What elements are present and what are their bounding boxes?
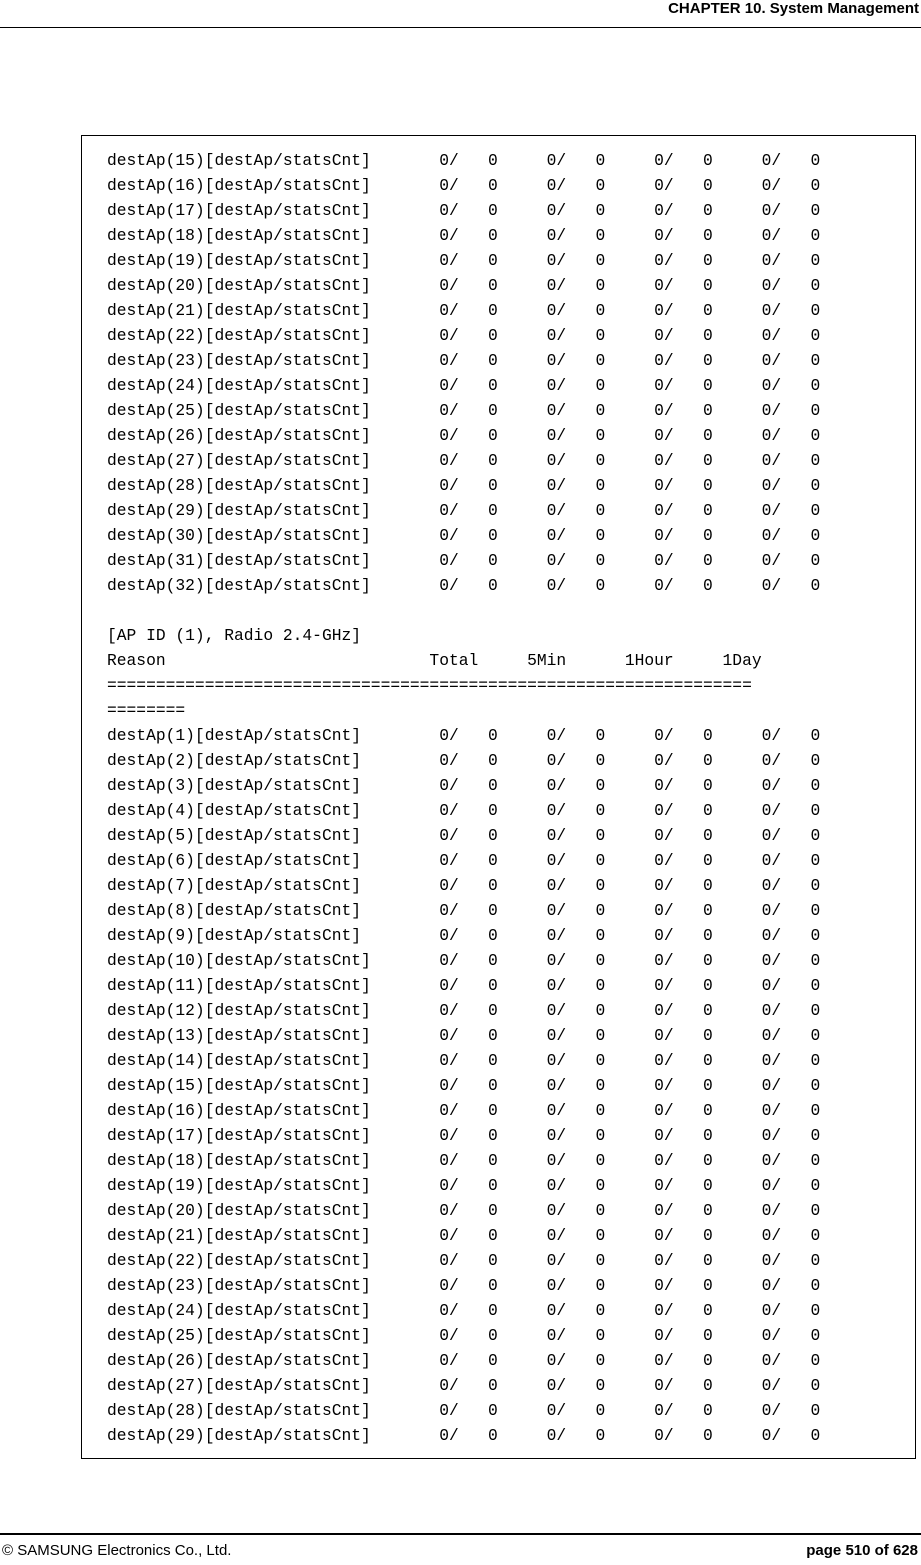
code-line: destAp(16)[destAp/statsCnt] 0/ 0 0/ 0 0/ 0 0/ 0 [107,1101,821,1120]
code-line: destAp(22)[destAp/statsCnt] 0/ 0 0/ 0 0/ 0 0/ 0 [107,1251,821,1270]
code-line: destAp(20)[destAp/statsCnt] 0/ 0 0/ 0 0/ 0 0/ 0 [107,1201,821,1220]
code-line: destAp(19)[destAp/statsCnt] 0/ 0 0/ 0 0/ 0 0/ 0 [107,1176,821,1195]
code-line: destAp(17)[destAp/statsCnt] 0/ 0 0/ 0 0/ 0 0/ 0 [107,1126,821,1145]
code-line: destAp(28)[destAp/statsCnt] 0/ 0 0/ 0 0/ 0 0/ 0 [107,1401,821,1420]
code-line: [AP ID (1), Radio 2.4-GHz] [107,626,362,645]
code-line: destAp(26)[destAp/statsCnt] 0/ 0 0/ 0 0/ 0 0/ 0 [107,1351,821,1370]
code-line: ================================================================== [107,676,752,695]
code-line: destAp(12)[destAp/statsCnt] 0/ 0 0/ 0 0/ 0 0/ 0 [107,1001,821,1020]
code-line: destAp(21)[destAp/statsCnt] 0/ 0 0/ 0 0/ 0 0/ 0 [107,301,821,320]
code-line: destAp(27)[destAp/statsCnt] 0/ 0 0/ 0 0/ 0 0/ 0 [107,451,821,470]
code-line: destAp(31)[destAp/statsCnt] 0/ 0 0/ 0 0/ 0 0/ 0 [107,551,821,570]
code-line: destAp(25)[destAp/statsCnt] 0/ 0 0/ 0 0/ 0 0/ 0 [107,401,821,420]
code-line: destAp(22)[destAp/statsCnt] 0/ 0 0/ 0 0/ 0 0/ 0 [107,326,821,345]
code-line: destAp(26)[destAp/statsCnt] 0/ 0 0/ 0 0/ 0 0/ 0 [107,426,821,445]
chapter-header: CHAPTER 10. System Management [668,0,919,17]
code-line: destAp(20)[destAp/statsCnt] 0/ 0 0/ 0 0/ 0 0/ 0 [107,276,821,295]
footer-divider [0,1533,921,1535]
code-line: ======== [107,701,186,720]
code-line: destAp(5)[destAp/statsCnt] 0/ 0 0/ 0 0/ 0 0/ 0 [107,826,821,845]
code-line: destAp(30)[destAp/statsCnt] 0/ 0 0/ 0 0/ 0 0/ 0 [107,526,821,545]
code-line: destAp(25)[destAp/statsCnt] 0/ 0 0/ 0 0/ 0 0/ 0 [107,1326,821,1345]
code-line: destAp(17)[destAp/statsCnt] 0/ 0 0/ 0 0/ 0 0/ 0 [107,201,821,220]
code-line: destAp(32)[destAp/statsCnt] 0/ 0 0/ 0 0/ 0 0/ 0 [107,576,821,595]
code-line: destAp(13)[destAp/statsCnt] 0/ 0 0/ 0 0/ 0 0/ 0 [107,1026,821,1045]
code-line: destAp(4)[destAp/statsCnt] 0/ 0 0/ 0 0/ 0 0/ 0 [107,801,821,820]
code-line: destAp(9)[destAp/statsCnt] 0/ 0 0/ 0 0/ 0 0/ 0 [107,926,821,945]
footer-copyright: © SAMSUNG Electronics Co., Ltd. [2,1542,232,1559]
code-line: destAp(3)[destAp/statsCnt] 0/ 0 0/ 0 0/ 0 0/ 0 [107,776,821,795]
code-line: destAp(15)[destAp/statsCnt] 0/ 0 0/ 0 0/ 0 0/ 0 [107,1076,821,1095]
code-line: destAp(16)[destAp/statsCnt] 0/ 0 0/ 0 0/ 0 0/ 0 [107,176,821,195]
code-line: destAp(1)[destAp/statsCnt] 0/ 0 0/ 0 0/ 0 0/ 0 [107,726,821,745]
code-line: destAp(7)[destAp/statsCnt] 0/ 0 0/ 0 0/ 0 0/ 0 [107,876,821,895]
code-line: destAp(29)[destAp/statsCnt] 0/ 0 0/ 0 0/ 0 0/ 0 [107,501,821,520]
code-line: destAp(28)[destAp/statsCnt] 0/ 0 0/ 0 0/ 0 0/ 0 [107,476,821,495]
code-line: destAp(23)[destAp/statsCnt] 0/ 0 0/ 0 0/ 0 0/ 0 [107,351,821,370]
code-line: destAp(6)[destAp/statsCnt] 0/ 0 0/ 0 0/ 0 0/ 0 [107,851,821,870]
code-line: destAp(23)[destAp/statsCnt] 0/ 0 0/ 0 0/ 0 0/ 0 [107,1276,821,1295]
code-line: destAp(24)[destAp/statsCnt] 0/ 0 0/ 0 0/ 0 0/ 0 [107,376,821,395]
footer-page-number: page 510 of 628 [806,1542,918,1559]
code-line: destAp(19)[destAp/statsCnt] 0/ 0 0/ 0 0/ 0 0/ 0 [107,251,821,270]
code-line: destAp(11)[destAp/statsCnt] 0/ 0 0/ 0 0/ 0 0/ 0 [107,976,821,995]
code-line: destAp(27)[destAp/statsCnt] 0/ 0 0/ 0 0/ 0 0/ 0 [107,1376,821,1395]
code-line: destAp(15)[destAp/statsCnt] 0/ 0 0/ 0 0/ 0 0/ 0 [107,151,821,170]
code-line: destAp(21)[destAp/statsCnt] 0/ 0 0/ 0 0/ 0 0/ 0 [107,1226,821,1245]
code-line: destAp(24)[destAp/statsCnt] 0/ 0 0/ 0 0/ 0 0/ 0 [107,1301,821,1320]
code-line: destAp(29)[destAp/statsCnt] 0/ 0 0/ 0 0/ 0 0/ 0 [107,1426,821,1445]
code-line: Reason Total 5Min 1Hour 1Day [107,651,762,670]
code-line: destAp(10)[destAp/statsCnt] 0/ 0 0/ 0 0/ 0 0/ 0 [107,951,821,970]
header-divider [0,27,921,28]
code-line: destAp(18)[destAp/statsCnt] 0/ 0 0/ 0 0/ 0 0/ 0 [107,1151,821,1170]
code-line: destAp(2)[destAp/statsCnt] 0/ 0 0/ 0 0/ 0 0/ 0 [107,751,821,770]
code-line: destAp(8)[destAp/statsCnt] 0/ 0 0/ 0 0/ 0 0/ 0 [107,901,821,920]
code-line: destAp(14)[destAp/statsCnt] 0/ 0 0/ 0 0/ 0 0/ 0 [107,1051,821,1070]
code-line: destAp(18)[destAp/statsCnt] 0/ 0 0/ 0 0/ 0 0/ 0 [107,226,821,245]
